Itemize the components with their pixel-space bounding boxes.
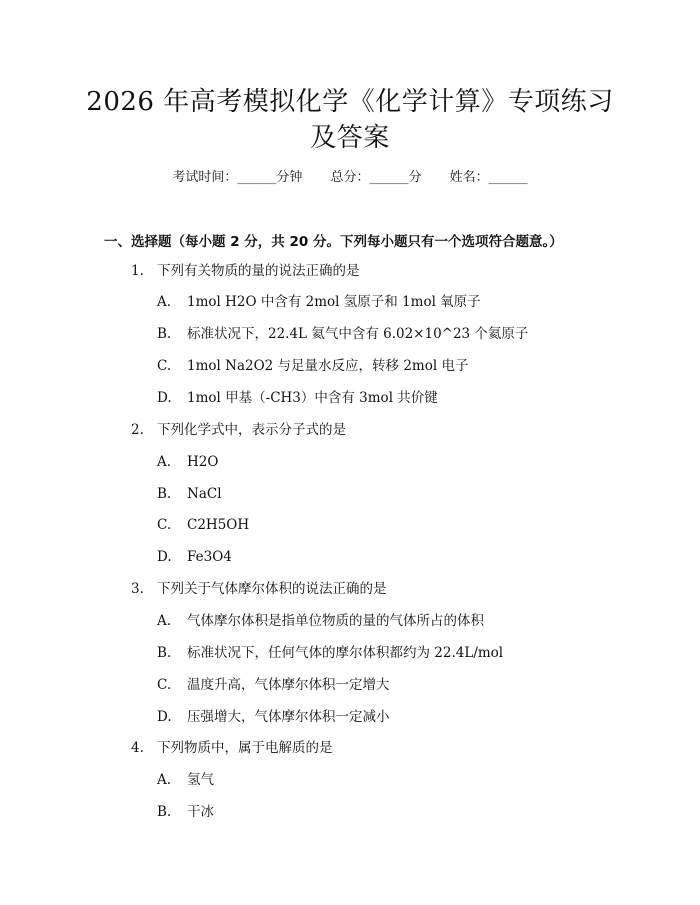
option-text: NaCl <box>187 486 222 502</box>
option <box>157 452 218 472</box>
question <box>131 579 387 599</box>
page-title-continued: 及答案 <box>310 123 390 153</box>
option-text: C2H5OH <box>187 517 250 533</box>
option <box>157 707 390 727</box>
option <box>157 675 390 695</box>
option <box>157 643 503 663</box>
question <box>131 420 346 440</box>
option <box>157 292 481 312</box>
question-number: 3. <box>131 581 144 597</box>
option-text: 1mol H2O 中含有 2mol 氢原子和 1mol 氧原子 <box>187 294 481 310</box>
option <box>157 802 214 822</box>
option-letter: B. <box>157 645 172 661</box>
option-text: 干冰 <box>187 804 214 820</box>
option <box>157 547 232 567</box>
option-text: Fe3O4 <box>187 549 232 565</box>
option <box>157 388 438 408</box>
exam-score: 总分：______分 <box>330 170 422 185</box>
option-text: 气体摩尔体积是指单位物质的量的气体所占的体积 <box>187 613 484 629</box>
student-name: 姓名：______ <box>449 170 528 185</box>
option <box>157 324 528 344</box>
option-letter: C. <box>157 677 172 693</box>
option-text: 温度升高，气体摩尔体积一定增大 <box>187 677 390 693</box>
question <box>131 738 333 758</box>
option-text: 1mol 甲基（-CH3）中含有 3mol 共价键 <box>187 390 438 406</box>
question <box>131 261 360 281</box>
option <box>157 611 484 631</box>
option-letter: B. <box>157 804 172 820</box>
option-text: 氢气 <box>187 772 214 788</box>
option-text: H2O <box>187 454 219 470</box>
exam-time: 考试时间：______分钟 <box>172 170 303 185</box>
option-letter: B. <box>157 326 172 342</box>
question-text: 下列化学式中，表示分子式的是 <box>157 422 346 438</box>
option-letter: D. <box>157 390 172 406</box>
section-heading: 一、选择题（每小题 2 分，共 20 分。下列每小题只有一个选项符合题意。） <box>104 234 563 250</box>
option-text: 压强增大，气体摩尔体积一定减小 <box>187 709 390 725</box>
option-letter: A. <box>157 613 172 629</box>
option-letter: B. <box>157 486 172 502</box>
option-letter: A. <box>157 772 172 788</box>
question-text: 下列物质中，属于电解质的是 <box>157 740 333 756</box>
question-number: 1. <box>131 263 144 279</box>
question-number: 4. <box>131 740 144 756</box>
option-text: 标准状况下，22.4L 氦气中含有 6.02×10^23 个氦原子 <box>187 326 529 342</box>
option-letter: D. <box>157 709 172 725</box>
option <box>157 770 214 790</box>
option-text: 标准状况下，任何气体的摩尔体积都约为 22.4L/mol <box>187 645 504 661</box>
option <box>157 484 222 504</box>
option-text: 1mol Na2O2 与足量水反应，转移 2mol 电子 <box>187 358 469 374</box>
option-letter: A. <box>157 294 172 310</box>
question-number: 2. <box>131 422 144 438</box>
question-text: 下列关于气体摩尔体积的说法正确的是 <box>157 581 387 597</box>
exam-meta <box>0 168 700 188</box>
page-title: 2026 年高考模拟化学《化学计算》专项练习 <box>86 87 614 117</box>
question-text: 下列有关物质的量的说法正确的是 <box>157 263 360 279</box>
option <box>157 356 468 376</box>
option-letter: D. <box>157 549 172 565</box>
option <box>157 515 249 535</box>
option-letter: C. <box>157 517 172 533</box>
option-letter: A. <box>157 454 172 470</box>
option-letter: C. <box>157 358 172 374</box>
